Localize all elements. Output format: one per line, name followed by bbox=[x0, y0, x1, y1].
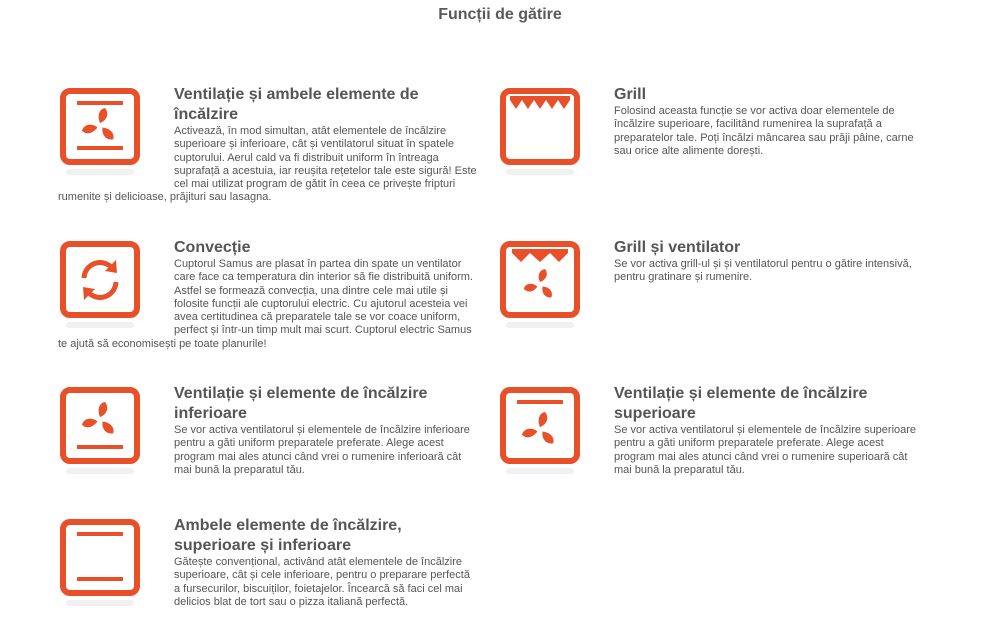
function-description: Se vor activa ventilatorul și elementele de încălzire superioare pentru a găti uniform preparatele preferate. Alege acest program mai ales atunci când vrei o rumenire superioară cât mai bună la preparatul tău. bbox=[614, 424, 917, 476]
function-title: Grill bbox=[614, 86, 647, 103]
function-title: Ventilație și ambele elemente de încălzire bbox=[174, 86, 419, 123]
function-description: Cuptorul Samus are plasat în partea din spate un ventilator care face ca temperatura din interior să fie distribuită uniform. Astfel se formează convecția, una dintre cele mai utile și folosite funcții ale cuptorului electric. Cu ajutorul acesteia vei avea certitudinea că preparatele tale se vor coace uniform, perfect și într-un timp mult mai scurt. Cuptorul electric Samus te ajută să economisești pe toate planurile! bbox=[58, 258, 473, 350]
function-title: Grill și ventilator bbox=[614, 239, 741, 256]
function-item bbox=[498, 85, 918, 181]
page-title: Funcții de gătire bbox=[438, 6, 562, 23]
grill-icon bbox=[498, 85, 582, 181]
function-item bbox=[58, 238, 478, 351]
function-item bbox=[498, 238, 918, 334]
convection-icon bbox=[58, 238, 142, 334]
function-description: Folosind aceasta funcție se vor activa doar elementele de încălzire superioare, facilitând rumenirea la suprafață a preparatelor tale. Poți încălzi mâncarea sau prăji pâine, carne sau orice alte alimente dorești. bbox=[614, 105, 914, 157]
function-title: Convecție bbox=[174, 239, 251, 256]
fan-bottom-heat-icon bbox=[58, 384, 142, 480]
function-description: Gătește convențional, activând atât elementele de încălzire superioare, cât și cele inferioare, pentru o preparare perfectă a fursecurilor, biscuiților, foietajelor. Încearcă să faci cel mai delicios blat de tort sau o pizza italiană perfectă. bbox=[174, 556, 470, 608]
grill-fan-icon bbox=[498, 238, 582, 334]
fan-top-bottom-heat-icon bbox=[58, 85, 142, 181]
top-bottom-heat-icon bbox=[58, 516, 142, 612]
function-title: Ventilație și elemente de încălzire superioare bbox=[614, 385, 868, 422]
function-item bbox=[58, 85, 478, 205]
function-item bbox=[58, 384, 478, 480]
function-description: Se vor activa grill-ul și și ventilatorul pentru o gătire intensivă, pentru gratinare și rumenire. bbox=[614, 258, 912, 284]
function-title: Ambele elemente de încălzire, superioare și inferioare bbox=[174, 517, 402, 554]
function-item bbox=[58, 516, 478, 612]
function-title: Ventilație și elemente de încălzire inferioare bbox=[174, 385, 428, 422]
function-item bbox=[498, 384, 918, 480]
function-description: Se vor activa ventilatorul și elementele de încălzire inferioare pentru a găti uniform preparatele preferate. Alege acest program mai ales atunci când vrei o rumenire inferioară cât mai bună la preparatul tău. bbox=[174, 424, 470, 476]
function-description: Activează, în mod simultan, atât elementele de încălzire superioare și inferioare, cât și ventilatorul situat în spatele cuptorului. Aerul cald va fi distribuit uniform în întreaga suprafață a acestuia, iar reușita rețetelor tale este sigură! Este cel mai utilizat program de gătit în ceea ce privește fripturi rumenite și delicioase, prăjituri sau lasagna. bbox=[58, 125, 477, 204]
fan-top-heat-icon bbox=[498, 384, 582, 480]
